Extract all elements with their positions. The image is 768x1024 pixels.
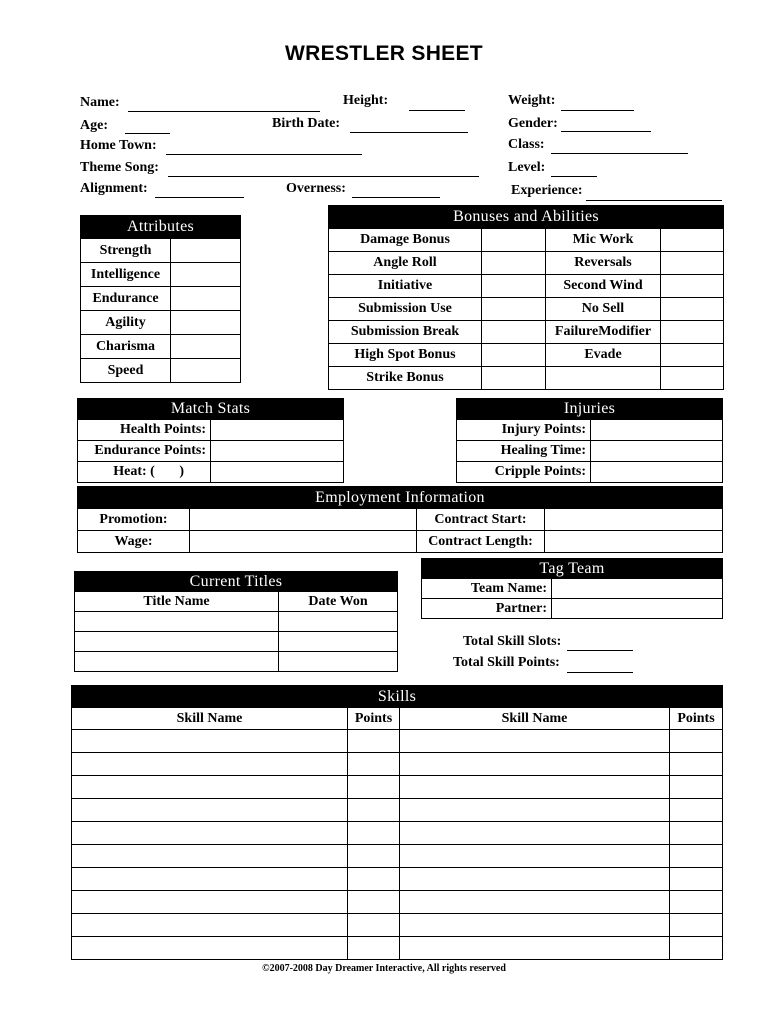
skill-cell[interactable]: [400, 845, 670, 868]
attr-value[interactable]: [171, 263, 241, 287]
healing-time-label: Healing Time:: [457, 441, 591, 462]
ability-value[interactable]: [661, 321, 724, 344]
points-cell[interactable]: [670, 937, 723, 960]
points-cell[interactable]: [670, 730, 723, 753]
skill-cell[interactable]: [400, 776, 670, 799]
skill-cell[interactable]: [72, 914, 348, 937]
contract-start-value[interactable]: [545, 509, 723, 531]
points-header: Points: [670, 708, 723, 730]
skill-cell[interactable]: [400, 891, 670, 914]
points-cell[interactable]: [348, 753, 400, 776]
bonus-label: High Spot Bonus: [329, 344, 482, 367]
current-titles-header: Current Titles: [75, 572, 398, 592]
level-field[interactable]: [551, 176, 597, 177]
skill-cell[interactable]: [72, 776, 348, 799]
contract-start-label: Contract Start:: [417, 509, 545, 531]
home-town-field[interactable]: [166, 154, 362, 155]
ability-value[interactable]: [661, 298, 724, 321]
attributes-header: Attributes: [81, 216, 241, 239]
skill-cell[interactable]: [400, 822, 670, 845]
injury-points-label: Injury Points:: [457, 420, 591, 441]
attr-endurance: Endurance: [81, 287, 171, 311]
wage-value[interactable]: [190, 531, 417, 553]
promotion-value[interactable]: [190, 509, 417, 531]
skill-cell[interactable]: [72, 845, 348, 868]
total-skill-points-field[interactable]: [567, 672, 633, 673]
ability-label: Evade: [546, 344, 661, 367]
skill-cell[interactable]: [72, 891, 348, 914]
skills-table: [71, 685, 723, 960]
skill-cell[interactable]: [72, 730, 348, 753]
points-header: Points: [348, 708, 400, 730]
points-cell[interactable]: [348, 914, 400, 937]
experience-label: Experience:: [511, 183, 583, 198]
bonus-value[interactable]: [482, 275, 546, 298]
birth-date-field[interactable]: [350, 132, 468, 133]
total-skill-slots-label: Total Skill Slots:: [463, 634, 562, 649]
attr-value[interactable]: [171, 287, 241, 311]
points-cell[interactable]: [348, 845, 400, 868]
age-label: Age:: [80, 118, 108, 133]
attr-agility: Agility: [81, 311, 171, 335]
bonus-label: Submission Break: [329, 321, 482, 344]
injuries-table: [456, 398, 723, 483]
points-cell[interactable]: [348, 822, 400, 845]
match-stats-table: [77, 398, 344, 483]
skill-cell[interactable]: [72, 868, 348, 891]
attr-value[interactable]: [171, 239, 241, 263]
points-cell[interactable]: [670, 868, 723, 891]
experience-field[interactable]: [586, 200, 722, 201]
points-cell[interactable]: [670, 799, 723, 822]
skill-cell[interactable]: [72, 822, 348, 845]
title-name-cell[interactable]: [75, 632, 279, 652]
sheet-title: WRESTLER SHEET: [285, 42, 483, 65]
copyright-footer: ©2007-2008 Day Dreamer Interactive, All rights reserved: [262, 963, 506, 974]
ability-value[interactable]: [661, 275, 724, 298]
team-name-value[interactable]: [552, 579, 723, 599]
ability-value[interactable]: [661, 229, 724, 252]
theme-song-label: Theme Song:: [80, 160, 159, 175]
attr-charisma: Charisma: [81, 335, 171, 359]
bonus-label: Damage Bonus: [329, 229, 482, 252]
bonus-label: Strike Bonus: [329, 367, 482, 390]
ability-label: Second Wind: [546, 275, 661, 298]
heat-value[interactable]: [211, 462, 344, 483]
partner-label: Partner:: [422, 599, 552, 619]
skill-name-header: Skill Name: [72, 708, 348, 730]
skill-cell[interactable]: [400, 937, 670, 960]
points-cell[interactable]: [670, 776, 723, 799]
attr-strength: Strength: [81, 239, 171, 263]
points-cell[interactable]: [348, 730, 400, 753]
contract-length-value[interactable]: [545, 531, 723, 553]
gender-label: Gender:: [508, 116, 558, 131]
skill-cell[interactable]: [400, 914, 670, 937]
points-cell[interactable]: [348, 799, 400, 822]
health-points-value[interactable]: [211, 420, 344, 441]
bonus-label: Angle Roll: [329, 252, 482, 275]
date-won-header: Date Won: [279, 592, 398, 612]
cripple-points-label: Cripple Points:: [457, 462, 591, 483]
level-label: Level:: [508, 160, 546, 175]
name-field[interactable]: [128, 111, 320, 112]
bonus-value[interactable]: [482, 344, 546, 367]
points-cell[interactable]: [670, 753, 723, 776]
points-cell[interactable]: [670, 822, 723, 845]
bonus-value[interactable]: [482, 298, 546, 321]
attr-value[interactable]: [171, 335, 241, 359]
date-won-cell[interactable]: [279, 612, 398, 632]
skill-name-header: Skill Name: [400, 708, 670, 730]
attr-speed: Speed: [81, 359, 171, 383]
ability-value[interactable]: [661, 367, 724, 390]
bonuses-header: Bonuses and Abilities: [329, 206, 724, 229]
title-name-cell[interactable]: [75, 652, 279, 672]
birth-date-label: Birth Date:: [272, 116, 341, 131]
weight-label: Weight:: [508, 93, 556, 108]
height-label: Height:: [343, 93, 389, 108]
title-name-cell[interactable]: [75, 612, 279, 632]
tag-team-table: [421, 558, 723, 619]
title-name-header: Title Name: [75, 592, 279, 612]
points-cell[interactable]: [348, 868, 400, 891]
wage-label: Wage:: [78, 531, 190, 553]
ability-value[interactable]: [661, 252, 724, 275]
team-name-label: Team Name:: [422, 579, 552, 599]
name-label: Name:: [80, 95, 120, 110]
health-points-label: Health Points:: [78, 420, 211, 441]
skills-header: Skills: [72, 686, 723, 708]
total-skill-points-label: Total Skill Points:: [453, 655, 560, 670]
attr-intelligence: Intelligence: [81, 263, 171, 287]
home-town-label: Home Town:: [80, 138, 157, 153]
current-titles-table: [74, 571, 398, 672]
class-field[interactable]: [551, 153, 688, 154]
employment-header: Employment Information: [78, 487, 723, 509]
points-cell[interactable]: [348, 937, 400, 960]
bonus-label: Initiative: [329, 275, 482, 298]
ability-label: FailureModifier: [546, 321, 661, 344]
match-stats-header: Match Stats: [78, 399, 344, 420]
ability-value[interactable]: [661, 344, 724, 367]
skill-cell[interactable]: [72, 753, 348, 776]
endurance-points-label: Endurance Points:: [78, 441, 211, 462]
height-field[interactable]: [409, 110, 465, 111]
attr-value[interactable]: [171, 311, 241, 335]
age-field[interactable]: [125, 133, 170, 134]
bonus-value[interactable]: [482, 229, 546, 252]
bonus-label: Submission Use: [329, 298, 482, 321]
skill-cell[interactable]: [72, 937, 348, 960]
weight-field[interactable]: [561, 110, 634, 111]
tag-team-header: Tag Team: [422, 559, 723, 579]
injuries-header: Injuries: [457, 399, 723, 420]
skill-cell[interactable]: [400, 730, 670, 753]
overness-field[interactable]: [352, 197, 440, 198]
points-cell[interactable]: [670, 845, 723, 868]
theme-song-field[interactable]: [168, 176, 479, 177]
date-won-cell[interactable]: [279, 632, 398, 652]
healing-time-value[interactable]: [591, 441, 723, 462]
alignment-field[interactable]: [155, 197, 244, 198]
points-cell[interactable]: [348, 776, 400, 799]
date-won-cell[interactable]: [279, 652, 398, 672]
cripple-points-value[interactable]: [591, 462, 723, 483]
attributes-table: [80, 215, 241, 383]
ability-label: Mic Work: [546, 229, 661, 252]
heat-label: Heat: ( ): [78, 462, 211, 483]
promotion-label: Promotion:: [78, 509, 190, 531]
employment-table: [77, 486, 723, 553]
attr-value[interactable]: [171, 359, 241, 383]
skill-cell[interactable]: [400, 799, 670, 822]
ability-label: Reversals: [546, 252, 661, 275]
points-cell[interactable]: [348, 891, 400, 914]
ability-label: No Sell: [546, 298, 661, 321]
points-cell[interactable]: [670, 914, 723, 937]
points-cell[interactable]: [670, 891, 723, 914]
overness-label: Overness:: [286, 181, 346, 196]
skill-cell[interactable]: [72, 799, 348, 822]
skill-cell[interactable]: [400, 753, 670, 776]
class-label: Class:: [508, 137, 545, 152]
endurance-points-value[interactable]: [211, 441, 344, 462]
bonus-value[interactable]: [482, 321, 546, 344]
ability-label: [546, 367, 661, 390]
alignment-label: Alignment:: [80, 181, 148, 196]
partner-value[interactable]: [552, 599, 723, 619]
injury-points-value[interactable]: [591, 420, 723, 441]
bonus-value[interactable]: [482, 367, 546, 390]
skill-cell[interactable]: [400, 868, 670, 891]
total-skill-slots-field[interactable]: [567, 650, 633, 651]
bonuses-table: [328, 205, 724, 390]
contract-length-label: Contract Length:: [417, 531, 545, 553]
bonus-value[interactable]: [482, 252, 546, 275]
gender-field[interactable]: [561, 131, 651, 132]
